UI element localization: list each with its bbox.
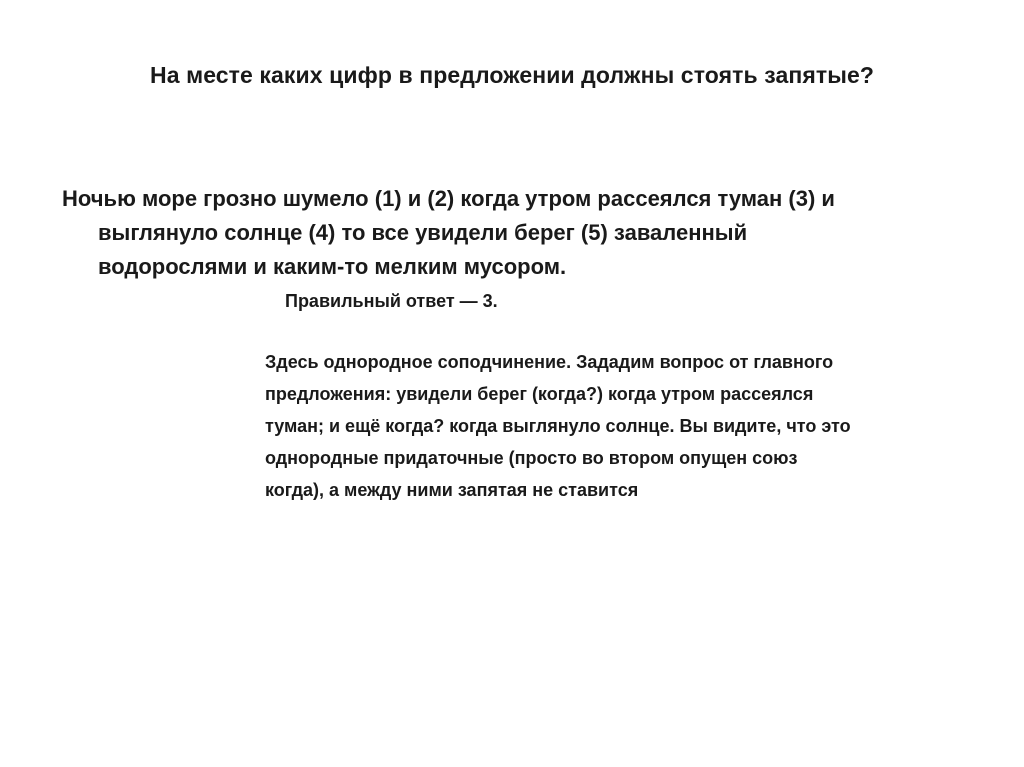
- correct-answer: Правильный ответ — 3.: [285, 291, 498, 311]
- explanation-line: Здесь однородное соподчинение. Зададим вопрос от главного: [265, 352, 834, 372]
- explanation-text: [265, 346, 1005, 506]
- explanation-line: однородные придаточные (просто во втором опущен союз: [265, 448, 798, 468]
- sentence-line: водорослями и каким-то мелким мусором.: [98, 254, 567, 279]
- explanation-line: туман; и ещё когда? когда выглянуло солнце. Вы видите, что это: [265, 416, 851, 436]
- explanation-line: когда), а между ними запятая не ставится: [265, 480, 639, 500]
- sentence-line: Ночью море грозно шумело (1) и (2) когда утром рассеялся туман (3) и: [62, 186, 835, 211]
- slide-title: На месте каких цифр в предложении должны стоять запятые?: [150, 62, 874, 88]
- explanation-line: предложения: увидели берег (когда?) когда утром рассеялся: [265, 384, 814, 404]
- sentence-line: выглянуло солнце (4) то все увидели берег (5) заваленный: [98, 220, 748, 245]
- exercise-sentence: [62, 182, 982, 284]
